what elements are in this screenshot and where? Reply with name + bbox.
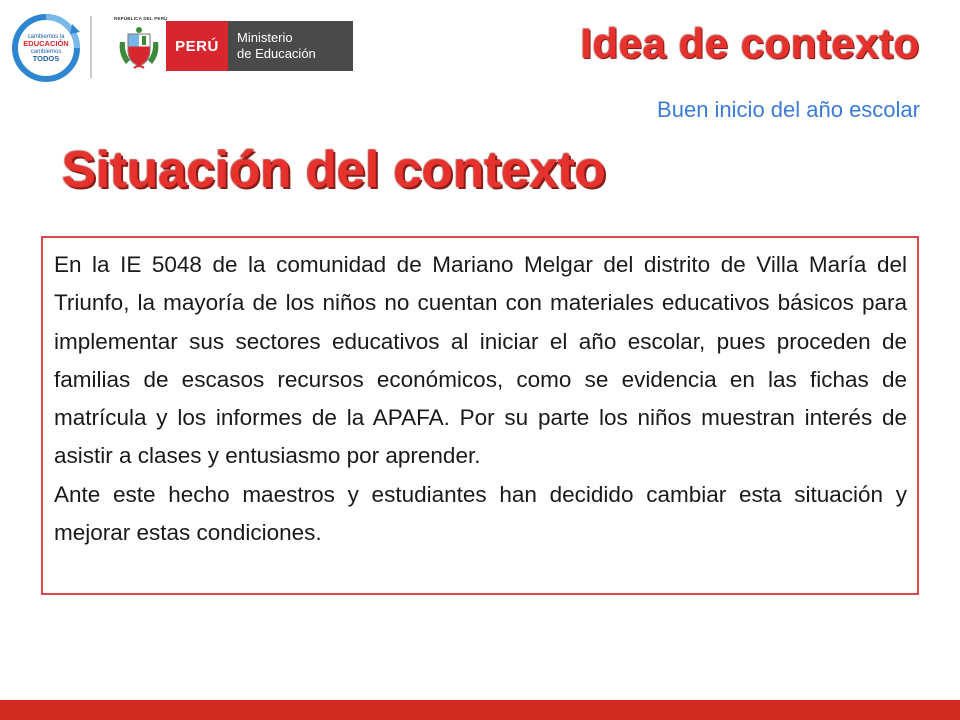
ministry-label-box bbox=[228, 21, 353, 71]
campaign-line3: cambiemos bbox=[30, 49, 62, 55]
coat-of-arms bbox=[110, 18, 166, 72]
campaign-logo-icon bbox=[10, 12, 82, 84]
subtitle: Buen inicio del año escolar bbox=[657, 97, 920, 122]
coat-of-arms-icon bbox=[116, 24, 162, 70]
idea-title: Idea de contexto bbox=[580, 20, 920, 67]
context-paragraph-2: Ante este hecho maestros y estudiantes han decidido cambiar esta situación y mejorar estas condiciones. bbox=[54, 481, 907, 546]
footer-bar bbox=[0, 700, 960, 720]
context-text-box bbox=[41, 236, 919, 595]
ministry-line1: Ministerio bbox=[237, 30, 293, 45]
context-paragraph-1: En la IE 5048 de la comunidad de Mariano Melgar del distrito de Villa María del Triunfo, la mayoría de los niños no cuentan con materiales educativos básicos para implementar sus sectores educativos al iniciar el año escolar, pues proceden de familias de escasos recursos económicos, como se evidencia en las fichas de matrícula y los informes de la APAFA. Por su parte los niños muestran interés de asistir a clases y entusiasmo por aprender. bbox=[54, 252, 907, 469]
ministry-line2: de Educación bbox=[237, 46, 316, 61]
main-title: Situación del contexto bbox=[62, 141, 607, 198]
campaign-line1: cambiemos la bbox=[27, 34, 65, 40]
header-divider bbox=[90, 16, 92, 78]
peru-label-box: PERÚ bbox=[166, 21, 228, 71]
government-logo bbox=[110, 18, 353, 72]
campaign-line4: TODOS bbox=[32, 54, 60, 63]
campaign-logo bbox=[10, 12, 82, 84]
campaign-line2: EDUCACIÓN bbox=[23, 39, 69, 48]
coat-caption: REPÚBLICA DEL PERÚ bbox=[114, 16, 168, 21]
